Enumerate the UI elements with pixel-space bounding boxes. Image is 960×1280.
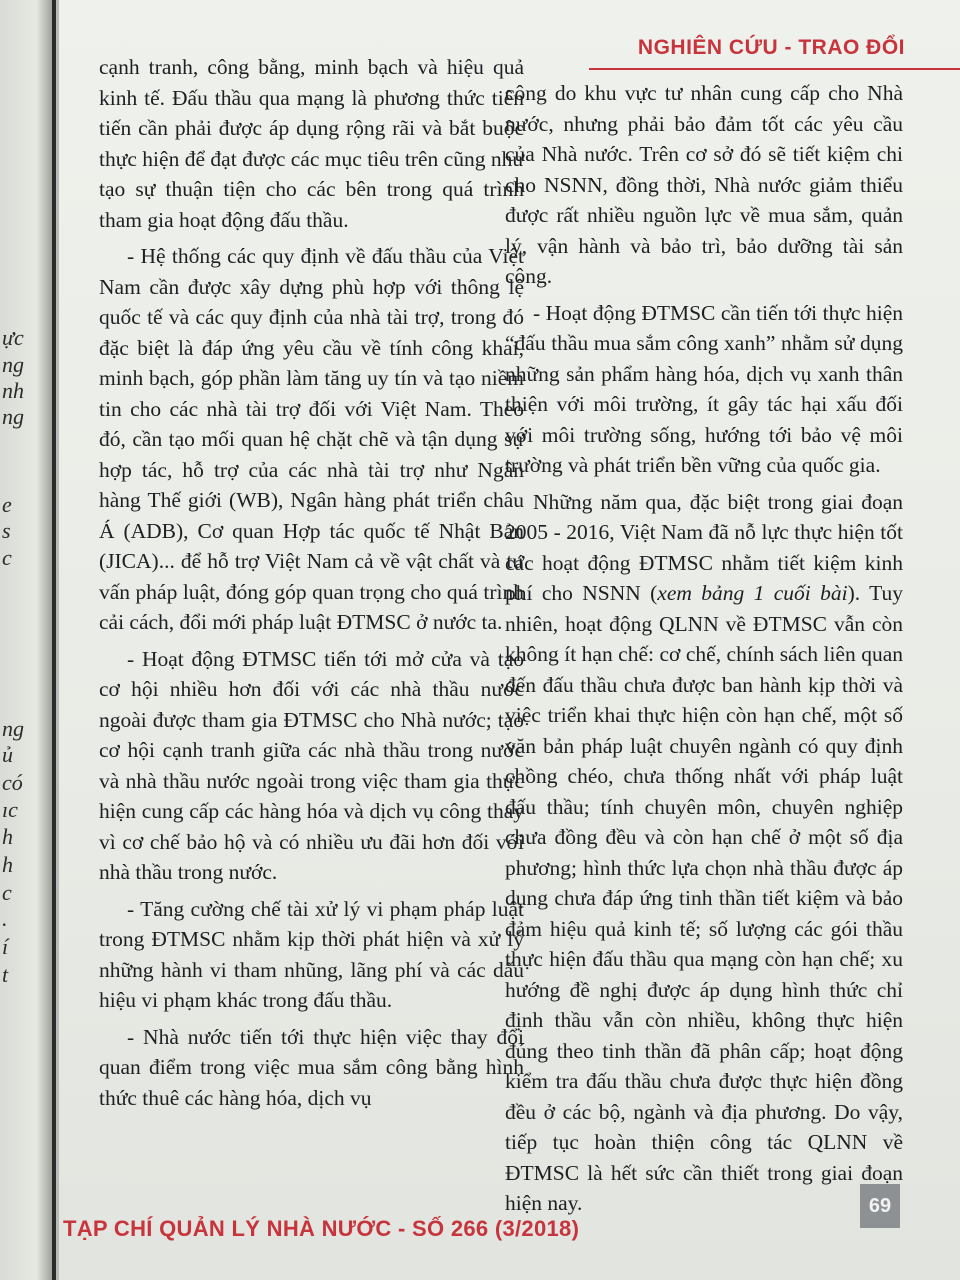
left-page-fragment: nh [2, 378, 24, 403]
table-reference: xem bảng 1 cuối bài [657, 581, 848, 605]
paragraph [505, 487, 903, 1219]
paragraph: - Hệ thống các quy định về đấu thầu của Việt Nam cần được xây dựng phù hợp với thông lệ quốc tế và các quy định của nhà tài trợ, trong đó đặc biệt là đáp ứng yêu cầu về tính công khai, minh bạch, góp phần làm tăng uy tín và tạo niềm tin cho các nhà tài trợ đối với Việt Nam. Theo đó, cần tạo mối quan hệ chặt chẽ và tận dụng sự hợp tác, hỗ trợ của các nhà tài trợ như Ngân hàng Thế giới (WB), Ngân hàng phát triển châu Á (ADB), Cơ quan Hợp tác quốc tế Nhật Bản (JICA)... để hỗ trợ Việt Nam cả về vật chất và tư vấn pháp luật, đóng góp quan trọng cho quá trình cải cách, đổi mới pháp luật ĐTMSC ở nước ta. [99, 244, 524, 634]
right-column [505, 78, 903, 1225]
left-page-fragment: có [2, 770, 23, 795]
left-page-fragment: h [2, 824, 13, 849]
paragraph-text: ). Tuy nhiên, hoạt động QLNN về ĐTMSC vẫn còn không ít hạn chế: cơ chế, chính sách liên quan đến đấu thầu chưa được ban hành kịp thời và việc triển khai thực hiện còn hạn chế, một số văn bản pháp luật chuyên ngành có quy định chồng chéo, chưa thống nhất với pháp luật đấu thầu; tính chuyên môn, chuyên nghiệp chưa đồng đều và còn hạn chế ở một số địa phương; hình thức lựa chọn nhà thầu được áp dụng chưa đáp ứng tinh thần tiết kiệm và bảo đảm hiệu quả kinh tế; số lượng các gói thầu thực hiện đấu thầu qua mạng còn hạn chế; xu hướng đề nghị được áp dụng hình thức chỉ định thầu vẫn còn nhiều, không thực hiện đúng theo tinh thần đã phân cấp; hoạt động kiểm tra đấu thầu chưa được thực hiện đồng đều ở các bộ, ngành và địa phương. Do vậy, tiếp tục hoàn thiện công tác QLNN về ĐTMSC là hết sức cần thiết trong giai đoạn hiện nay. [505, 581, 903, 1215]
left-page-fragment: e [2, 492, 12, 517]
left-column [99, 52, 524, 1119]
left-page-fragment: ng [2, 404, 24, 429]
page-number: 69 [860, 1184, 900, 1228]
paragraph: - Hoạt động ĐTMSC tiến tới mở cửa và tạo cơ hội nhiều hơn đối với các nhà thầu nước ngoài được tham gia ĐTMSC cho Nhà nước; tạo cơ hội cạnh tranh giữa các nhà thầu trong nước và nhà thầu nước ngoài trong việc tham gia thực hiện cung cấp các hàng hóa và dịch vụ công thay vì cơ chế bảo hộ và có nhiều ưu đãi hơn đối với nhà thầu trong nước. [99, 646, 524, 884]
magazine-page [56, 0, 960, 1280]
left-page-fragment: c [2, 880, 12, 905]
paragraph: - Nhà nước tiến tới thực hiện việc thay đổi quan điểm trong việc mua sắm công bằng hình thức thuê các hàng hóa, dịch vụ [99, 1024, 524, 1110]
left-page-fragment: ực [2, 325, 24, 350]
left-page-fragment: h [2, 852, 13, 877]
left-page-fragment: ủ [2, 742, 13, 767]
facing-page-edge [0, 0, 52, 1280]
left-page-fragment: í [2, 934, 9, 959]
paragraph: cạnh tranh, công bằng, minh bạch và hiệu quả kinh tế. Đấu thầu qua mạng là phương thức tiên tiến cần phải được áp dụng rộng rãi và bắt buộc thực hiện để đạt được các mục tiêu trên cũng như tạo sự thuận tiện cho các bên trong quá trình tham gia hoạt động đấu thầu. [99, 55, 524, 232]
left-page-fragment: c [2, 545, 12, 570]
left-page-fragment: s [2, 518, 11, 543]
journal-footer: TẠP CHÍ QUẢN LÝ NHÀ NƯỚC - SỐ 266 (3/2018) [63, 1216, 580, 1241]
left-page-fragment: t [2, 962, 9, 987]
left-page-fragment: ng [2, 716, 24, 741]
left-page-fragment: ng [2, 352, 24, 377]
left-page-fragment: ıc [2, 797, 18, 822]
paragraph: - Hoạt động ĐTMSC cần tiến tới thực hiện “đấu thầu mua sắm công xanh” nhằm sử dụng những sản phẩm hàng hóa, dịch vụ xanh thân thiện với môi trường, ít gây tác hại xấu đối với môi trường sống, hướng tới bảo vệ môi trường và phát triển bền vững của quốc gia. [505, 300, 903, 477]
paragraph: công do khu vực tư nhân cung cấp cho Nhà nước, nhưng phải bảo đảm tốt các yêu cầu của Nhà nước. Trên cơ sở đó sẽ tiết kiệm chi cho NSNN, đồng thời, Nhà nước giảm thiểu được rất nhiều nguồn lực về mua sắm, quản lý, vận hành và bảo trì, bảo dưỡng tài sản công. [505, 81, 903, 288]
header-rule [589, 68, 960, 70]
left-page-fragment: . [2, 906, 8, 931]
paragraph: - Tăng cường chế tài xử lý vi phạm pháp luật trong ĐTMSC nhằm kịp thời phát hiện và xử lý những hành vi tham nhũng, lãng phí và các dấu hiệu vi phạm khác trong đấu thầu. [99, 896, 524, 1012]
paragraph-text: Những năm qua, đặc biệt trong giai đoạn 2005 - 2016, Việt Nam đã nỗ lực thực hiện tốt các hoạt động ĐTMSC nhằm tiết kiệm kinh phí cho NSNN ( [505, 489, 903, 605]
section-header: NGHIÊN CỨU - TRAO ĐỔI [637, 36, 905, 59]
